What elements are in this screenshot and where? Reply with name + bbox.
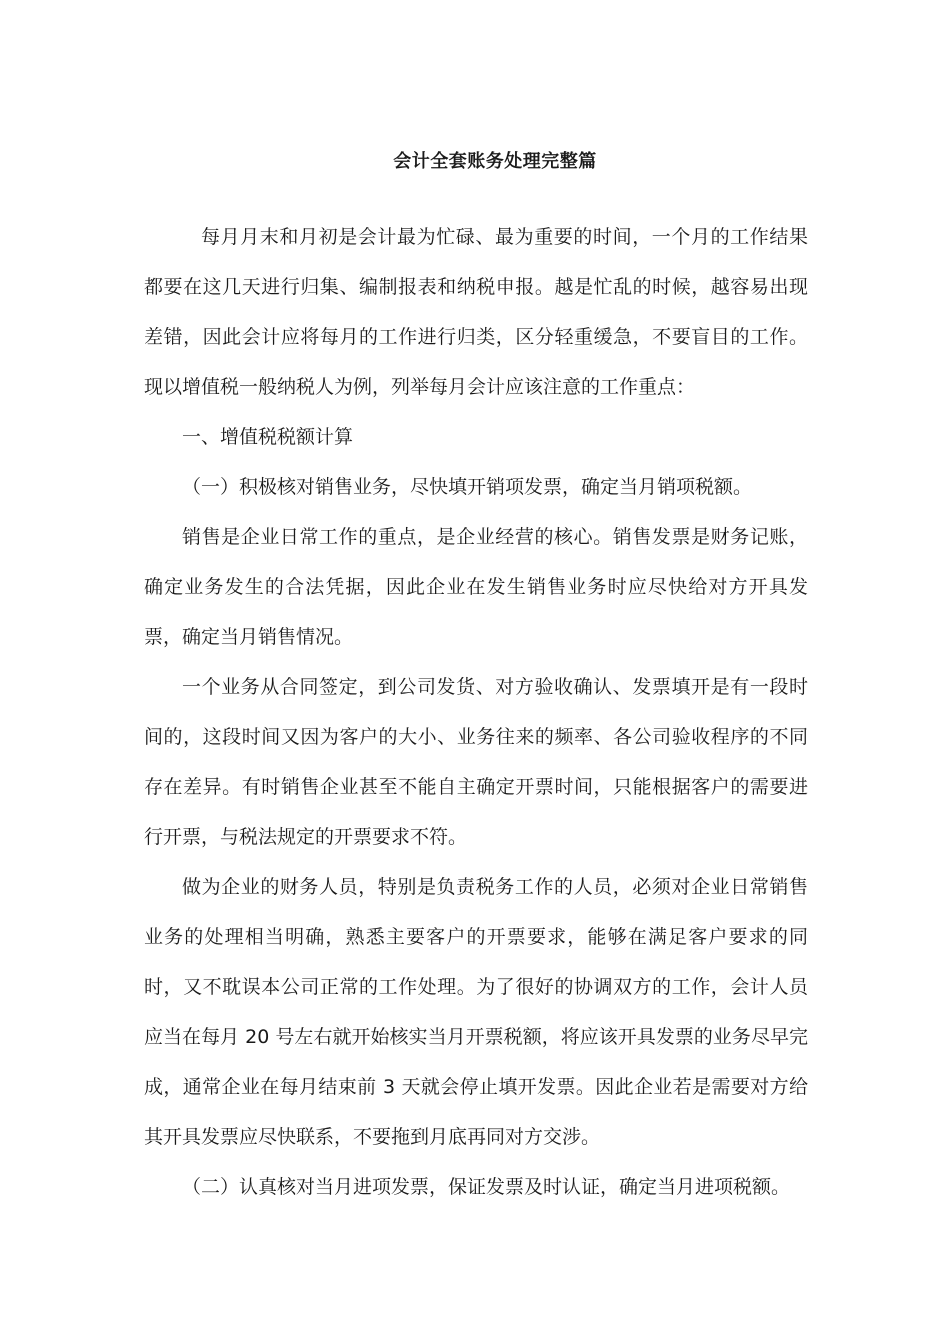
paragraph-intro: 每月月末和月初是会计最为忙碌、最为重要的时间，一个月的工作结果都要在这几天进行归集、编制报表和纳税申报。越是忙乱的时候，越容易出现差错，因此会计应将每月的工作进行归类，区分轻重缓急，不要盲目的工作。现以增值税一般纳税人为例，列举每月会计应该注意的工作重点： bbox=[144, 226, 808, 398]
document-body bbox=[144, 212, 808, 1212]
paragraph-finance-staff: 做为企业的财务人员，特别是负责税务工作的人员，必须对企业日常销售业务的处理相当明确，熟悉主要客户的开票要求，能够在满足客户要求的同时，又不耽误本公司正常的工作处理。为了很好的协调双方的工作，会计人员应当在每月 20 号左右就开始核实当月开票税额，将应该开具发票的业务尽早完成，通常企业在每月结束前 3 天就会停止填开发票。因此企业若是需要对方给其开具发票应尽快联系，不要拖到月底再同对方交涉。 bbox=[144, 876, 808, 1148]
paragraph-contract: 一个业务从合同签定，到公司发货、对方验收确认、发票填开是有一段时间的，这段时间又因为客户的大小、业务往来的频率、各公司验收程序的不同存在差异。有时销售企业甚至不能自主确定开票时间，只能根据客户的需要进行开票，与税法规定的开票要求不符。 bbox=[144, 676, 808, 848]
subsection-heading-2: （二）认真核对当月进项发票，保证发票及时认证，确定当月进项税额。 bbox=[182, 1176, 791, 1198]
document-title: 会计全套账务处理完整篇 bbox=[393, 151, 597, 172]
paragraph-sales: 销售是企业日常工作的重点，是企业经营的核心。销售发票是财务记账，确定业务发生的合法凭据，因此企业在发生销售业务时应尽快给对方开具发票，确定当月销售情况。 bbox=[144, 526, 808, 648]
subsection-heading-1: （一）积极核对销售业务，尽快填开销项发票，确定当月销项税额。 bbox=[182, 476, 753, 498]
section-heading-1: 一、增值税税额计算 bbox=[182, 426, 354, 448]
